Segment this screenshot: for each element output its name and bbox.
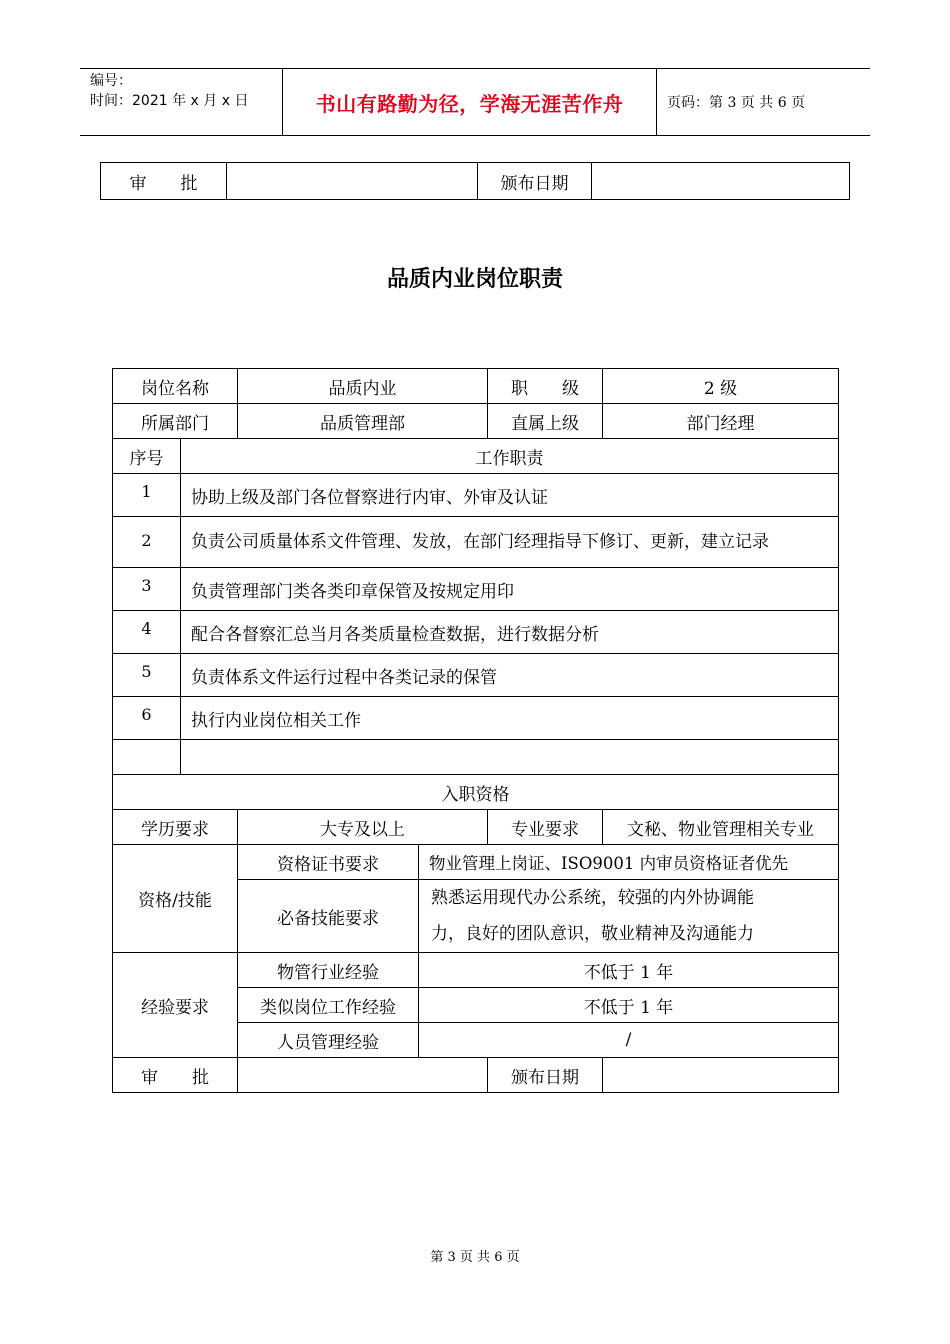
page-footer: 第 3 页 共 6 页	[430, 1250, 520, 1265]
certificate-value: 物业管理上岗证、ISO9001 内审员资格证者优先	[419, 845, 839, 880]
certificate-label: 资格证书要求	[238, 845, 419, 880]
duty-row	[113, 568, 839, 611]
job-description-table	[112, 368, 839, 1093]
duty-text: 负责体系文件运行过程中各类记录的保管	[181, 654, 839, 697]
qualifications-header-row	[113, 775, 839, 810]
department-label: 所属部门	[113, 404, 238, 439]
similar-role-experience-label: 类似岗位工作经验	[238, 988, 419, 1023]
experience-row-1	[113, 953, 839, 988]
skills-label: 必备技能要求	[238, 880, 419, 953]
duty-text-empty	[181, 740, 839, 775]
qualifications-header: 入职资格	[113, 775, 839, 810]
duty-row-empty	[113, 740, 839, 775]
duty-number: 6	[113, 697, 181, 740]
duty-row	[113, 697, 839, 740]
major-value: 文秘、物业管理相关专业	[603, 810, 839, 845]
industry-experience-value: 不低于 1 年	[419, 953, 839, 988]
education-value: 大专及以上	[238, 810, 488, 845]
management-experience-label: 人员管理经验	[238, 1023, 419, 1058]
duty-row	[113, 611, 839, 654]
duty-text: 执行内业岗位相关工作	[181, 697, 839, 740]
duty-row	[113, 654, 839, 697]
document-date: 时间：2021 年 x 月 x 日	[90, 93, 249, 109]
approve-label: 审 批	[113, 1058, 238, 1093]
info-row-2	[113, 404, 839, 439]
release-date-label: 颁布日期	[478, 163, 592, 200]
superior-label: 直属上级	[488, 404, 603, 439]
duty-number: 3	[113, 568, 181, 611]
industry-experience-label: 物管行业经验	[238, 953, 419, 988]
skills-line-1: 熟悉运用现代办公系统，较强的内外协调能	[431, 888, 754, 908]
level-label: 职 级	[488, 369, 603, 404]
education-label: 学历要求	[113, 810, 238, 845]
duty-text: 负责公司质量体系文件管理、发放，在部门经理指导下修订、更新，建立记录	[181, 517, 839, 568]
top-approval-table	[100, 162, 850, 200]
position-name-value: 品质内业	[238, 369, 488, 404]
management-experience-value: /	[419, 1023, 839, 1058]
skills-line-2: 力，良好的团队意识，敬业精神及沟通能力	[431, 924, 754, 944]
info-row-1	[113, 369, 839, 404]
education-row	[113, 810, 839, 845]
duty-number: 4	[113, 611, 181, 654]
skills-value	[419, 880, 839, 953]
release-date-value	[603, 1058, 839, 1093]
approval-row	[113, 1058, 839, 1093]
approve-value	[227, 163, 478, 200]
release-date-value	[592, 163, 850, 200]
experience-group-label: 经验要求	[113, 953, 238, 1058]
position-name-label: 岗位名称	[113, 369, 238, 404]
page-header	[80, 68, 870, 136]
duties-header: 工作职责	[181, 439, 839, 474]
release-date-label: 颁布日期	[488, 1058, 603, 1093]
duty-number: 1	[113, 474, 181, 517]
approve-label: 审 批	[101, 163, 227, 200]
page-title: 品质内业岗位职责	[386, 267, 563, 292]
duty-number-empty	[113, 740, 181, 775]
header-page-number: 页码：第 3 页 共 6 页	[667, 95, 806, 111]
superior-value: 部门经理	[603, 404, 839, 439]
level-value: 2 级	[603, 369, 839, 404]
duty-row	[113, 474, 839, 517]
duty-text: 协助上级及部门各位督察进行内审、外审及认证	[181, 474, 839, 517]
duty-text: 配合各督察汇总当月各类质量检查数据，进行数据分析	[181, 611, 839, 654]
duty-number: 5	[113, 654, 181, 697]
duty-row	[113, 517, 839, 568]
skill-group-label: 资格/技能	[113, 845, 238, 953]
seq-label: 序号	[113, 439, 181, 474]
duty-number: 2	[113, 517, 181, 568]
document-number: 编号：	[90, 73, 132, 89]
duties-header-row	[113, 439, 839, 474]
header-slogan: 书山有路勤为径，学海无涯苦作舟	[282, 69, 657, 135]
major-label: 专业要求	[488, 810, 603, 845]
duty-text: 负责管理部门类各类印章保管及按规定用印	[181, 568, 839, 611]
certificate-row	[113, 845, 839, 880]
header-meta	[80, 69, 282, 135]
approve-value	[238, 1058, 488, 1093]
similar-role-experience-value: 不低于 1 年	[419, 988, 839, 1023]
department-value: 品质管理部	[238, 404, 488, 439]
